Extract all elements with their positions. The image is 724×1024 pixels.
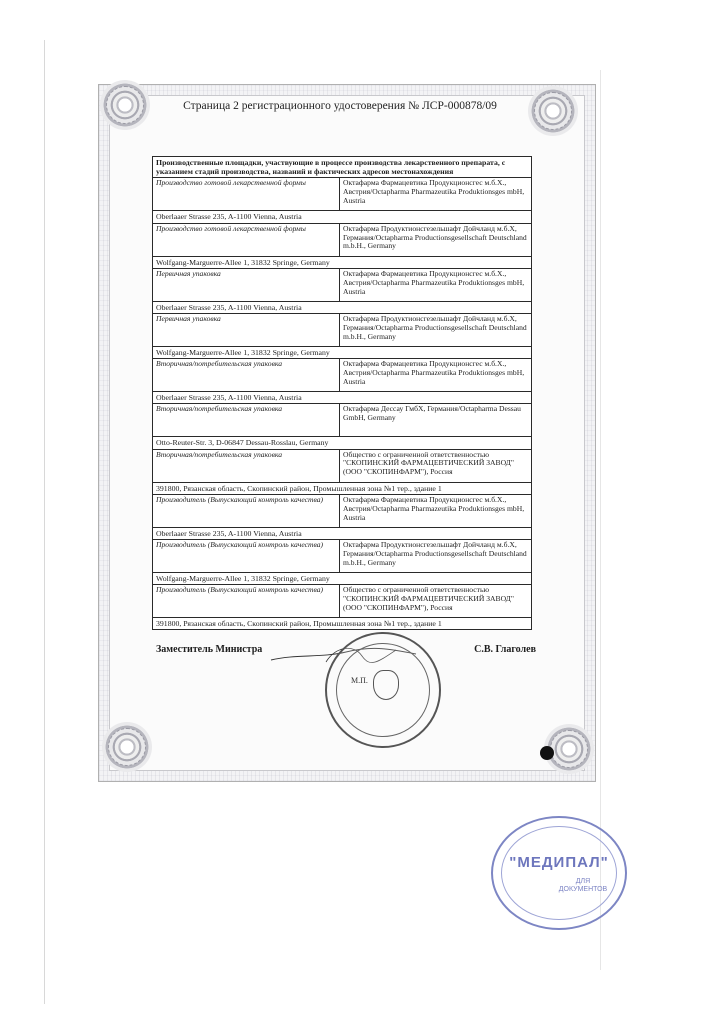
address-cell: Wolfgang-Marguerre-Allee 1, 31832 Springe, Germany	[153, 572, 532, 584]
company-cell: Общество с ограниченной ответственностью "СКОПИНСКИЙ ФАРМАЦЕВТИЧЕСКИЙ ЗАВОД" (ООО "СКОПИНФАРМ"), Россия	[340, 449, 532, 482]
address-cell: Oberlaaer Strasse 235, A-1100 Vienna, Austria	[153, 527, 532, 539]
site-row	[153, 404, 532, 437]
address-cell: Oberlaaer Strasse 235, A-1100 Vienna, Austria	[153, 301, 532, 313]
stage-cell: Вторичная/потребительская упаковка	[153, 359, 340, 392]
company-cell: Октафарма Фармацевтика Продукционсгес м.б.Х., Австрия/Octapharma Pharmazeutika Produktionsges mbH, Austria	[340, 268, 532, 301]
address-row	[153, 392, 532, 404]
address-cell: Oberlaaer Strasse 235, A-1100 Vienna, Austria	[153, 211, 532, 223]
site-row	[153, 494, 532, 527]
medipal-stamp	[491, 816, 627, 930]
address-cell: Wolfgang-Marguerre-Allee 1, 31832 Springe, Germany	[153, 346, 532, 358]
company-cell: Октафарма Продуктионсгезельшафт Дойчланд м.б.Х, Германия/Octapharma Productionsgesellschaft Deutschland m.b.H., Germany	[340, 313, 532, 346]
address-cell: Wolfgang-Marguerre-Allee 1, 31832 Springe, Germany	[153, 256, 532, 268]
official-seal	[325, 632, 441, 748]
stage-cell: Производство готовой лекарственной формы	[153, 178, 340, 211]
company-cell: Октафарма Дессау ГмбХ, Германия/Octapharma Dessau GmbH, Germany	[340, 404, 532, 437]
signatory-position: Заместитель Министра	[156, 644, 263, 655]
signatory-name: С.В. Глаголев	[474, 644, 536, 655]
address-row	[153, 346, 532, 358]
stage-cell: Вторичная/потребительская упаковка	[153, 404, 340, 437]
site-row	[153, 268, 532, 301]
company-cell: Октафарма Фармацевтика Продукционсгес м.б.Х., Австрия/Octapharma Pharmazeutika Produktionsges mbH, Austria	[340, 359, 532, 392]
stage-cell: Производитель (Выпускающий контроль качества)	[153, 585, 340, 618]
page-title: Страница 2 регистрационного удостоверения № ЛСР-000878/09	[183, 100, 497, 112]
address-row	[153, 482, 532, 494]
stage-cell: Вторичная/потребительская упаковка	[153, 449, 340, 482]
address-row	[153, 437, 532, 449]
stage-cell: Производство готовой лекарственной формы	[153, 223, 340, 256]
address-row	[153, 527, 532, 539]
address-row	[153, 211, 532, 223]
company-cell: Октафарма Фармацевтика Продукционсгес м.б.Х., Австрия/Octapharma Pharmazeutika Produktionsges mbH, Austria	[340, 494, 532, 527]
site-row	[153, 223, 532, 256]
site-row	[153, 539, 532, 572]
site-row	[153, 449, 532, 482]
stage-cell: Первичная упаковка	[153, 268, 340, 301]
address-cell: 391800, Рязанская область, Скопинский район, Промышленная зона №1 тер., здание 1	[153, 618, 532, 630]
site-row	[153, 359, 532, 392]
address-row	[153, 256, 532, 268]
site-row	[153, 178, 532, 211]
address-row	[153, 572, 532, 584]
stamp-sub-text: ДЛЯ ДОКУМЕНТОВ	[558, 878, 608, 893]
address-row	[153, 618, 532, 630]
company-cell: Октафарма Продуктионсгезельшафт Дойчланд м.б.Х, Германия/Octapharma Productionsgesellschaft Deutschland m.b.H., Germany	[340, 539, 532, 572]
site-row	[153, 313, 532, 346]
site-row	[153, 585, 532, 618]
eagle-emblem-icon	[373, 670, 399, 700]
table-heading: Производственные площадки, участвующие в процессе производства лекарственного препарата, с указанием стадий производства, названий и фактических адресов местонахождения	[153, 157, 532, 178]
rosette-top-left-icon	[100, 80, 150, 130]
seal-mp-label: М.П.	[351, 676, 368, 685]
production-sites-table	[152, 156, 532, 630]
stage-cell: Производитель (Выпускающий контроль качества)	[153, 494, 340, 527]
company-cell: Октафарма Фармацевтика Продукционсгес м.б.Х., Австрия/Octapharma Pharmazeutika Produktionsges mbH, Austria	[340, 178, 532, 211]
company-cell: Октафарма Продуктионсгезельшафт Дойчланд м.б.Х, Германия/Octapharma Productionsgesellschaft Deutschland m.b.H., Germany	[340, 223, 532, 256]
rosette-bottom-left-icon	[102, 722, 152, 772]
address-cell: Otto-Reuter-Str. 3, D-06847 Dessau-Rosslau, Germany	[153, 437, 532, 449]
rosette-top-right-icon	[528, 86, 578, 136]
table-heading-row	[153, 157, 532, 178]
stage-cell: Производитель (Выпускающий контроль качества)	[153, 539, 340, 572]
stamp-main-text: "МЕДИПАЛ"	[509, 854, 609, 871]
address-cell: Oberlaaer Strasse 235, A-1100 Vienna, Austria	[153, 392, 532, 404]
company-cell: Общество с ограниченной ответственностью "СКОПИНСКИЙ ФАРМАЦЕВТИЧЕСКИЙ ЗАВОД" (ООО "СКОПИНФАРМ"), Россия	[340, 585, 532, 618]
punch-hole	[540, 746, 554, 760]
stage-cell: Первичная упаковка	[153, 313, 340, 346]
page-edge-left	[44, 40, 45, 1004]
address-cell: 391800, Рязанская область, Скопинский район, Промышленная зона №1 тер., здание 1	[153, 482, 532, 494]
address-row	[153, 301, 532, 313]
